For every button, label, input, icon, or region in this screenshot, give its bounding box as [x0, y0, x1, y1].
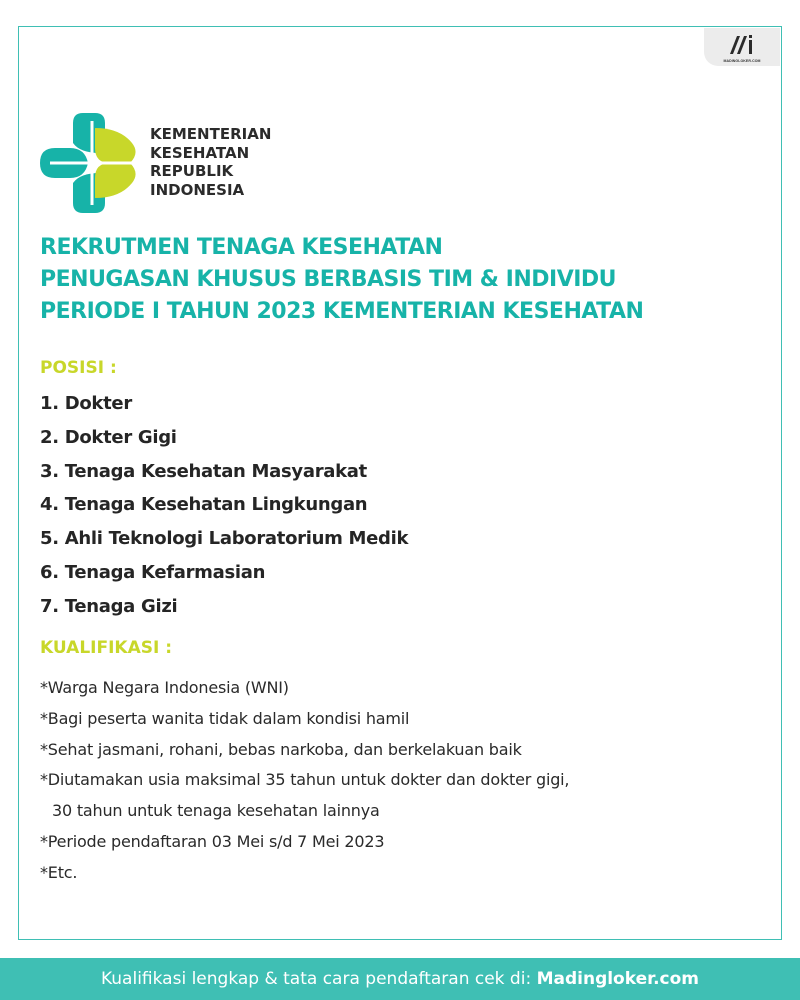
- qualification-item: *Periode pendaftaran 03 Mei s/d 7 Mei 2023: [40, 831, 385, 851]
- footer-site-link[interactable]: Madingloker.com: [536, 969, 700, 989]
- ministry-name-line: REPUBLIK: [150, 162, 234, 180]
- qualification-item: *Diutamakan usia maksimal 35 tahun untuk dokter dan dokter gigi,: [40, 770, 570, 790]
- headline-line: PENUGASAN KHUSUS BERBASIS TIM & INDIVIDU: [40, 267, 617, 292]
- position-item: 6. Tenaga Kefarmasian: [40, 561, 266, 583]
- position-item: 1. Dokter: [40, 393, 132, 414]
- positions-list: [40, 392, 740, 629]
- qualifications-list: [40, 673, 770, 889]
- qualification-item-continued: 30 tahun untuk tenaga kesehatan lainnya: [52, 801, 380, 821]
- ministry-name-line: KEMENTERIAN: [150, 125, 272, 143]
- qualification-item: *Sehat jasmani, rohani, bebas narkoba, dan berkelakuan baik: [40, 739, 522, 759]
- ministry-name: [150, 125, 350, 199]
- position-item: 2. Dokter Gigi: [40, 426, 177, 448]
- brand-badge[interactable]: [704, 28, 780, 66]
- brand-badge-text: MADINGLOKER.COM: [723, 59, 761, 63]
- headline-line: PERIODE I TAHUN 2023 KEMENTERIAN KESEHATAN: [40, 299, 644, 324]
- position-item: 4. Tenaga Kesehatan Lingkungan: [40, 494, 368, 516]
- ministry-name-line: KESEHATAN: [150, 143, 250, 162]
- headline: [40, 232, 780, 328]
- footer-banner: [0, 958, 800, 1000]
- position-item: 3. Tenaga Kesehatan Masyarakat: [40, 460, 367, 482]
- position-item: 7. Tenaga Gizi: [40, 595, 178, 617]
- qualifications-title: KUALIFIKASI :: [40, 638, 173, 658]
- qualification-item: *Warga Negara Indonesia (WNI): [40, 678, 289, 697]
- position-item: 5. Ahli Teknologi Laboratorium Medik: [40, 528, 409, 550]
- qualification-item: *Etc.: [40, 862, 78, 882]
- kemenkes-logo-icon: [40, 113, 140, 213]
- positions-title: POSISI :: [40, 358, 117, 378]
- headline-line: REKRUTMEN TENAGA KESEHATAN: [40, 235, 443, 260]
- qualification-item: *Bagi peserta wanita tidak dalam kondisi hamil: [40, 708, 410, 728]
- footer-text: Kualifikasi lengkap & tata cara pendaftaran cek di:: [100, 969, 537, 989]
- madingloker-logo-icon: [728, 34, 756, 56]
- ministry-name-line: INDONESIA: [150, 180, 245, 199]
